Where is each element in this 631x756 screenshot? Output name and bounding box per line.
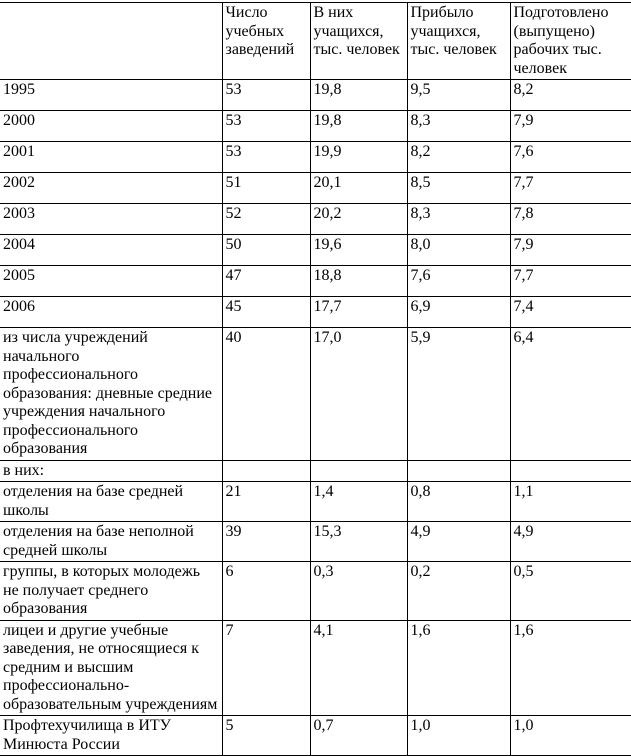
value-cell: 17,7 bbox=[310, 297, 407, 328]
header-cell-institutions-count: Число учебных заведений bbox=[222, 3, 310, 80]
value-cell bbox=[407, 460, 510, 482]
value-cell: 7,6 bbox=[510, 142, 631, 173]
value-cell: 47 bbox=[222, 266, 310, 297]
row-label-cell: отделения на базе неполной средней школы bbox=[3, 523, 194, 559]
value-cell: 4,9 bbox=[407, 522, 510, 562]
table-row bbox=[0, 460, 631, 482]
row-label-cell: 1995 bbox=[3, 81, 35, 98]
table-row bbox=[0, 562, 631, 621]
value-cell: 1,0 bbox=[510, 716, 631, 756]
value-cell: 8,2 bbox=[407, 142, 510, 173]
row-label-cell: 2006 bbox=[3, 298, 35, 315]
value-cell: 20,1 bbox=[310, 173, 407, 204]
value-cell: 39 bbox=[222, 522, 310, 562]
value-cell: 45 bbox=[222, 297, 310, 328]
value-cell: 52 bbox=[222, 204, 310, 235]
value-cell: 8,3 bbox=[407, 204, 510, 235]
table-row bbox=[0, 620, 631, 716]
value-cell: 21 bbox=[222, 482, 310, 522]
value-cell: 8,0 bbox=[407, 235, 510, 266]
value-cell: 6,4 bbox=[510, 328, 631, 461]
row-label-cell: из числа учреждений начального профессионального образования: дневные средние учреждения начального профессионального образования bbox=[3, 329, 212, 457]
value-cell: 4,9 bbox=[510, 522, 631, 562]
table-row bbox=[0, 80, 631, 111]
row-label-cell: 2003 bbox=[3, 205, 35, 222]
value-cell: 18,8 bbox=[310, 266, 407, 297]
value-cell bbox=[310, 460, 407, 482]
row-label-cell: 2005 bbox=[3, 267, 35, 284]
table-row bbox=[0, 173, 631, 204]
row-label-cell: Профтехучилища в ИТУ Минюста России bbox=[3, 717, 171, 753]
value-cell: 5 bbox=[222, 716, 310, 756]
value-cell: 0,7 bbox=[310, 716, 407, 756]
row-label-cell: в них: bbox=[3, 461, 45, 479]
header-cell-graduated-workers: Подготовлено (выпущено) рабочих тыс. человек bbox=[510, 3, 631, 80]
value-cell: 0,8 bbox=[407, 482, 510, 522]
value-cell: 0,5 bbox=[510, 562, 631, 621]
value-cell: 40 bbox=[222, 328, 310, 461]
value-cell: 19,6 bbox=[310, 235, 407, 266]
table-row bbox=[0, 716, 631, 756]
value-cell: 19,8 bbox=[310, 111, 407, 142]
value-cell: 7,7 bbox=[510, 173, 631, 204]
value-cell: 1,6 bbox=[510, 620, 631, 716]
table-row bbox=[0, 266, 631, 297]
table-body bbox=[0, 80, 631, 756]
value-cell: 51 bbox=[222, 173, 310, 204]
row-label-cell: отделения на базе средней школы bbox=[3, 483, 184, 519]
table-row bbox=[0, 142, 631, 173]
value-cell: 0,3 bbox=[310, 562, 407, 621]
value-cell: 6 bbox=[222, 562, 310, 621]
table-row bbox=[0, 522, 631, 562]
table-row bbox=[0, 204, 631, 235]
row-label-cell: 2002 bbox=[3, 174, 35, 191]
value-cell: 9,5 bbox=[407, 80, 510, 111]
value-cell: 4,1 bbox=[310, 620, 407, 716]
value-cell: 1,4 bbox=[310, 482, 407, 522]
value-cell: 7,4 bbox=[510, 297, 631, 328]
value-cell: 53 bbox=[222, 111, 310, 142]
table-row bbox=[0, 111, 631, 142]
header-cell-students-count: В них учащихся, тыс. человек bbox=[310, 3, 407, 80]
value-cell: 19,8 bbox=[310, 80, 407, 111]
value-cell: 7,8 bbox=[510, 204, 631, 235]
value-cell: 0,2 bbox=[407, 562, 510, 621]
value-cell: 53 bbox=[222, 80, 310, 111]
value-cell: 15,3 bbox=[310, 522, 407, 562]
row-label-cell: группы, в которых молодежь не получает среднего образования bbox=[3, 563, 201, 617]
header-cell-row-label bbox=[0, 3, 222, 80]
value-cell: 8,3 bbox=[407, 111, 510, 142]
value-cell: 7 bbox=[222, 620, 310, 716]
value-cell: 17,0 bbox=[310, 328, 407, 461]
table-row bbox=[0, 482, 631, 522]
value-cell bbox=[222, 460, 310, 482]
row-label-cell: 2000 bbox=[3, 112, 35, 129]
value-cell: 50 bbox=[222, 235, 310, 266]
value-cell bbox=[510, 460, 631, 482]
header-row bbox=[0, 3, 631, 80]
value-cell: 7,6 bbox=[407, 266, 510, 297]
value-cell: 1,0 bbox=[407, 716, 510, 756]
header-cell-arrived-students: Прибыло учащихся, тыс. человек bbox=[407, 3, 510, 80]
row-label-cell: 2004 bbox=[3, 236, 35, 253]
value-cell: 1,1 bbox=[510, 482, 631, 522]
value-cell: 53 bbox=[222, 142, 310, 173]
value-cell: 7,9 bbox=[510, 235, 631, 266]
value-cell: 7,9 bbox=[510, 111, 631, 142]
value-cell: 19,9 bbox=[310, 142, 407, 173]
row-label-cell: 2001 bbox=[3, 143, 35, 160]
value-cell: 20,2 bbox=[310, 204, 407, 235]
row-label-cell: лицеи и другие учебные заведения, не относящиеся к средним и высшим профессионально-образовательным учреждениям bbox=[3, 621, 218, 713]
vocational-education-statistics-table bbox=[0, 2, 631, 756]
value-cell: 8,2 bbox=[510, 80, 631, 111]
table-row bbox=[0, 297, 631, 328]
value-cell: 6,9 bbox=[407, 297, 510, 328]
value-cell: 7,7 bbox=[510, 266, 631, 297]
table-row bbox=[0, 235, 631, 266]
value-cell: 1,6 bbox=[407, 620, 510, 716]
value-cell: 8,5 bbox=[407, 173, 510, 204]
value-cell: 5,9 bbox=[407, 328, 510, 461]
table-row bbox=[0, 328, 631, 461]
